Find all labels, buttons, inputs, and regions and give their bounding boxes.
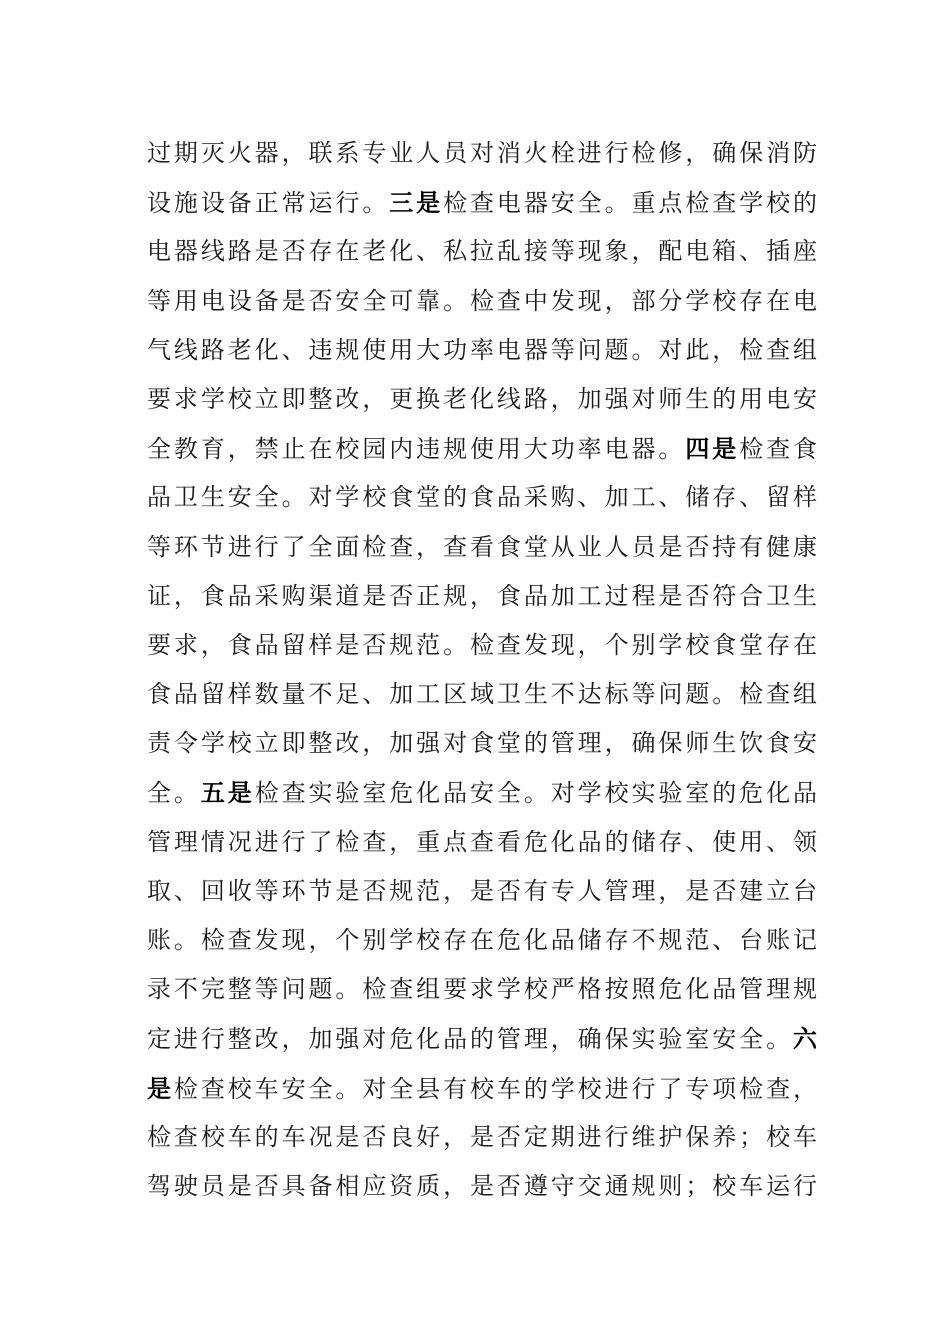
text-line: [147, 326, 817, 375]
text-line: [147, 1064, 817, 1113]
text-line: [147, 473, 817, 522]
emphasis-marker: 是: [147, 1073, 174, 1103]
text-run: 要求，食品留样是否规范。检查发现，个别学校食堂存在: [147, 630, 817, 659]
text-run: 账。检查发现，个别学校存在危化品储存不规范、台账记: [147, 926, 817, 954]
text-run: 过期灭火器，联系专业人员对消火栓进行检修，确保消防: [147, 139, 817, 167]
emphasis-marker: 三是: [389, 188, 444, 218]
text-run: 管理情况进行了检查，重点查看危化品的储存、使用、领: [147, 827, 817, 856]
text-run: 设施设备正常运行。: [147, 189, 390, 218]
text-run: 全教育，禁止在校园内违规使用大功率电器。: [147, 435, 686, 464]
emphasis-marker: 六: [793, 1024, 817, 1054]
text-run: 录不完整等问题。检查组要求学校严格按照危化品管理规: [147, 975, 817, 1004]
emphasis-marker: 四是: [685, 434, 740, 464]
text-run: 气线路老化、违规使用大功率电器等问题。对此，检查组: [147, 335, 817, 364]
text-line: [147, 1014, 817, 1063]
text-run: 取、回收等环节是否规范，是否有专人管理，是否建立台: [147, 876, 817, 905]
text-line: [147, 572, 817, 621]
text-line: [147, 670, 817, 719]
emphasis-marker: 五是: [200, 778, 255, 808]
text-run: 等用电设备是否安全可靠。检查中发现，部分学校存在电: [147, 286, 817, 315]
text-run: 品卫生安全。对学校食堂的食品采购、加工、储存、留样: [147, 483, 817, 512]
text-line: [147, 965, 817, 1014]
text-run: 全。: [147, 779, 201, 808]
text-run: 检查实验室危化品安全。对学校实验室的危化品: [254, 779, 818, 808]
text-run: 电器线路是否存在老化、私拉乱接等现象，配电箱、插座: [147, 237, 817, 266]
text-run: 证，食品采购渠道是否正规，食品加工过程是否符合卫生: [147, 581, 817, 610]
text-line: [147, 523, 817, 572]
text-line: [147, 129, 817, 178]
text-run: 等环节进行了全面检查，查看食堂从业人员是否持有健康: [147, 532, 817, 561]
text-line: [147, 375, 817, 424]
text-run: 驾驶员是否具备相应资质，是否遵守交通规则；校车运行: [147, 1171, 817, 1200]
text-line: [147, 1162, 817, 1211]
text-line: [147, 277, 817, 326]
text-run: 检查校车安全。对全县有校车的学校进行了专项检查，: [173, 1074, 818, 1103]
text-run: 检查校车的车况是否良好，是否定期进行维护保养；校车: [147, 1122, 817, 1151]
text-line: [147, 178, 817, 227]
text-line: [147, 916, 817, 965]
text-run: 检查电器安全。重点检查学校的: [443, 189, 818, 218]
text-line: [147, 621, 817, 670]
text-run: 要求学校立即整改，更换老化线路，加强对师生的用电安: [147, 384, 817, 413]
text-line: [147, 818, 817, 867]
body-paragraph: [147, 129, 817, 1211]
text-run: 检查食: [739, 435, 818, 464]
text-line: [147, 768, 817, 817]
text-line: [147, 719, 817, 768]
text-run: 责令学校立即整改，加强对食堂的管理，确保师生饮食安: [147, 729, 817, 758]
text-line: [147, 227, 817, 276]
text-run: 定进行整改，加强对危化品的管理，确保实验室安全。: [147, 1025, 793, 1054]
text-run: 食品留样数量不足、加工区域卫生不达标等问题。检查组: [147, 680, 817, 709]
text-line: [147, 867, 817, 916]
text-line: [147, 424, 817, 473]
text-line: [147, 1113, 817, 1162]
